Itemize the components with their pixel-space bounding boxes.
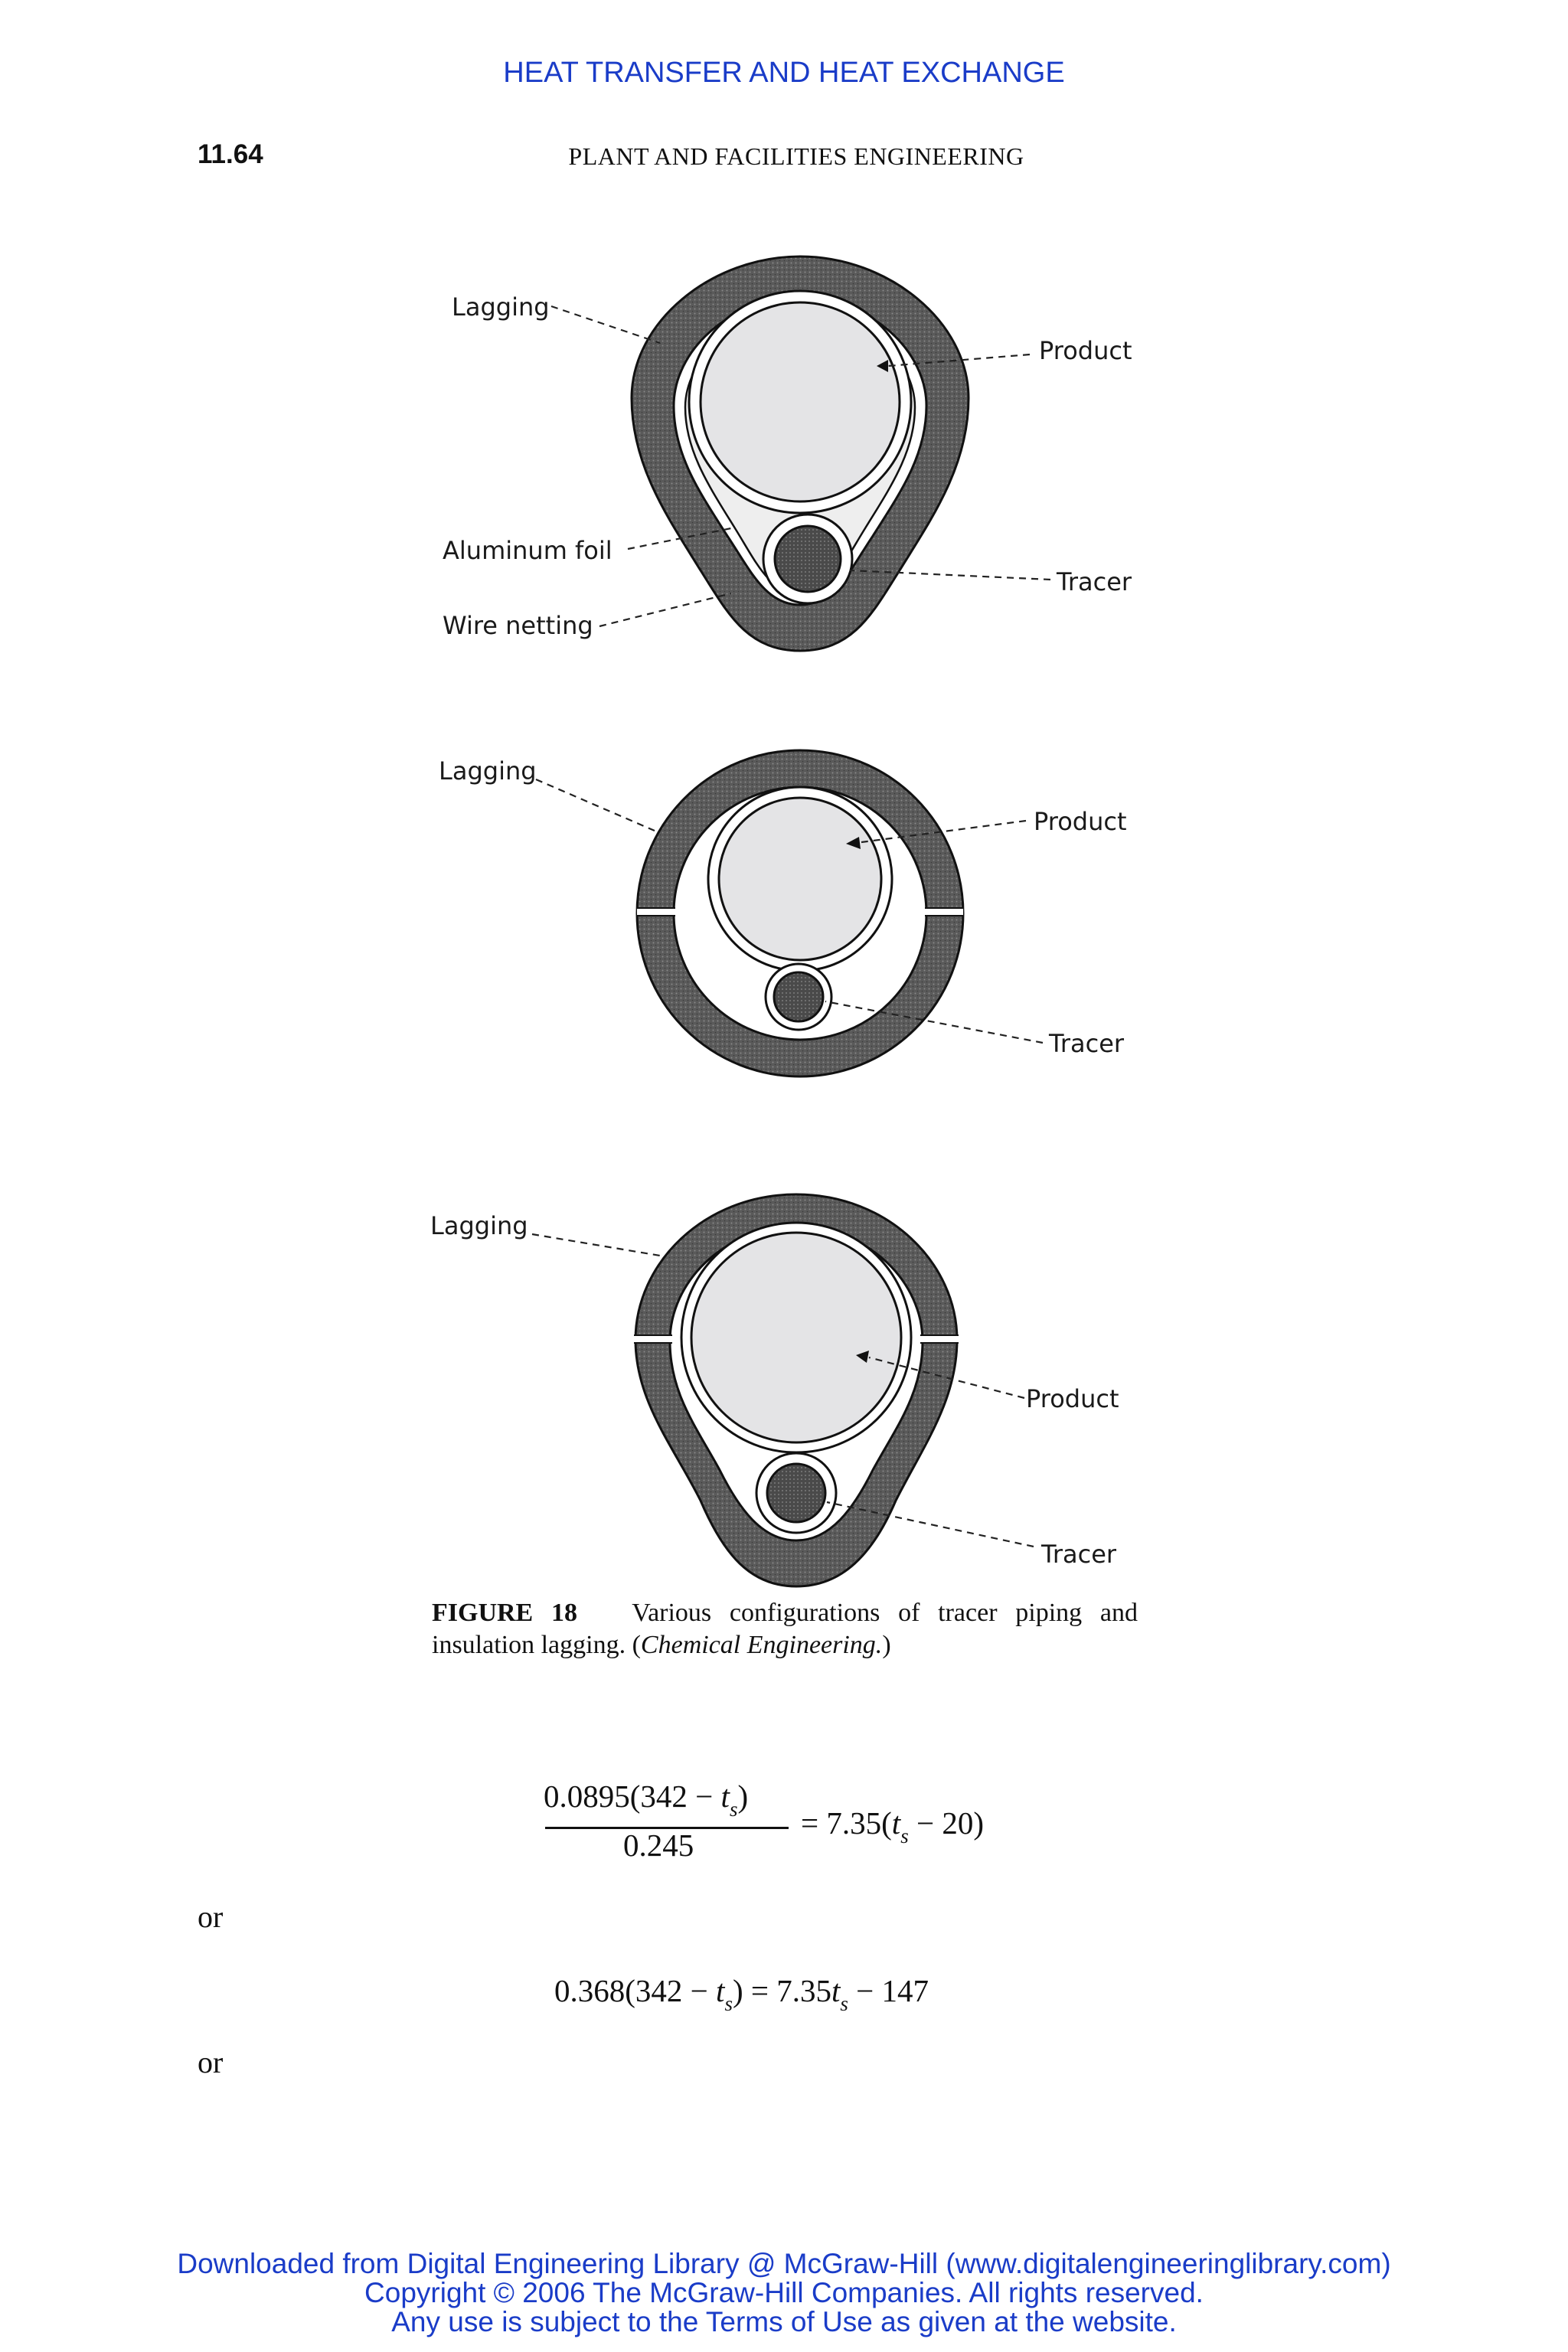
running-head: PLANT AND FACILITIES ENGINEERING — [568, 142, 1024, 170]
copyright-footer — [0, 2249, 1568, 2337]
chapter-header: HEAT TRANSFER AND HEAT EXCHANGE — [503, 57, 1065, 89]
panel-2-product-label: Product — [1034, 807, 1127, 836]
footer-copyright: Copyright © 2006 The McGraw-Hill Companies. All rights reserved. — [364, 2277, 1204, 2308]
panel-3-product-label: Product — [1026, 1384, 1119, 1413]
connector-or-1: or — [198, 1900, 224, 1934]
footer-download-link[interactable]: Downloaded from Digital Engineering Library @ McGraw-Hill (www.digitalengineeringlibrary.com) — [177, 2248, 1391, 2279]
footer-terms: Any use is subject to the Terms of Use as given at the website. — [391, 2306, 1177, 2337]
panel-1-netting-label: Wire netting — [443, 611, 593, 640]
equation-1-numerator: $0.0895(342 - t_s)$ — [544, 1779, 749, 1821]
equation-1-rhs: = $7.35(t_s - 20)$ — [801, 1805, 984, 1847]
caption-source: Chemical Engineering. — [640, 1631, 883, 1659]
panel-1-tracer-label: Tracer — [1057, 567, 1132, 596]
panel-1-diagram — [443, 256, 1132, 651]
figure-label: FIGURE 18 — [432, 1599, 577, 1627]
panel-1-product-label: Product — [1039, 336, 1132, 365]
equation-2: $0.368(342 - t_s) = 7.35t_s - 147$ — [554, 1973, 929, 2015]
panel-3-tracer-label: Tracer — [1041, 1540, 1117, 1569]
equation-1-denominator: 0.245 — [623, 1828, 694, 1863]
panel-2-tracer-label: Tracer — [1049, 1029, 1125, 1058]
figure-caption — [432, 1597, 1138, 1661]
caption-close: ) — [882, 1631, 891, 1659]
connector-or-2: or — [198, 2045, 224, 2079]
panel-1-lagging-label: Lagging — [452, 292, 550, 322]
panel-3-diagram — [430, 1194, 1119, 1586]
panel-2-lagging-label: Lagging — [439, 756, 537, 786]
panel-2-diagram — [439, 750, 1127, 1076]
panel-1-foil-label: Aluminum foil — [443, 536, 612, 565]
panel-3-lagging-label: Lagging — [430, 1211, 528, 1240]
caption-text: Various configurations of tracer piping and insulation lagging. ( — [432, 1599, 1138, 1659]
page-number: 11.64 — [198, 139, 263, 169]
